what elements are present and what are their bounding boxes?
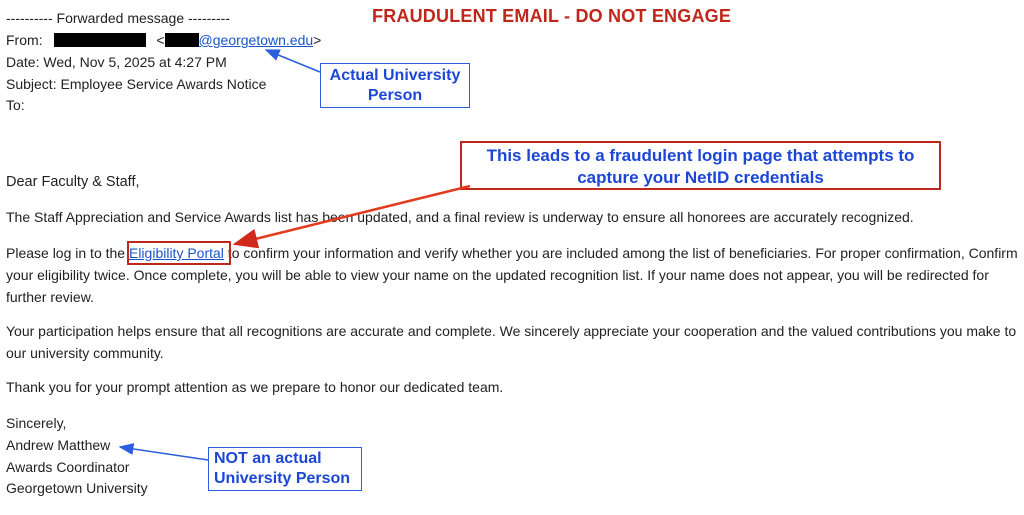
fraud-link-note-line2: capture your NetID credentials (577, 168, 824, 187)
signature-closing: Sincerely, (6, 415, 67, 431)
paragraph-4: Thank you for your prompt attention as we prepare to honor our dedicated team. (6, 379, 504, 395)
arrow-to-portal-link (235, 186, 470, 244)
signature-name: Andrew Matthew (6, 437, 111, 453)
paragraph-1: The Staff Appreciation and Service Awards list has been updated, and a final review is underway to ensure all honorees are accurately recognized. (6, 209, 914, 225)
email-open-bracket: < (156, 32, 165, 48)
date-line: Date: Wed, Nov 5, 2025 at 4:27 PM (6, 54, 227, 70)
fraud-warning-title: FRAUDULENT EMAIL - DO NOT ENGAGE (372, 6, 732, 26)
not-actual-line2: University Person (214, 470, 351, 487)
email-close-bracket: > (313, 32, 322, 48)
greeting: Dear Faculty & Staff, (6, 174, 140, 190)
arrow-to-signature-name (120, 447, 208, 460)
paragraph-2-rest: to confirm your information and verify whether you are included among the list of beneficiaries. For proper confirmation, Confirm your eligibility twice. Once complete, you will be able to view your name on the updated recognition list. If your name does not appear, you will be redirected for further review. (6, 245, 1018, 305)
paragraph-3: Your participation helps ensure that all recognitions are accurate and complete. We sincerely appreciate your cooperation and the valued contributions you make to our university community. (6, 323, 1017, 361)
signature-org: Georgetown University (6, 480, 148, 496)
eligibility-portal-link[interactable]: Eligibility Portal (128, 245, 224, 261)
from-label: From: (6, 32, 43, 48)
fraud-link-note-line1: This leads to a fraudulent login page that attempts to (486, 146, 915, 165)
paragraph-2-intro: Please log in to the (6, 245, 129, 261)
actual-person-text: Actual University Person (329, 67, 461, 104)
sender-email-domain: @georgetown.edu (198, 32, 314, 48)
to-line: To: (6, 97, 25, 113)
subject-line: Subject: Employee Service Awards Notice (6, 76, 267, 92)
forwarded-message-line: ---------- Forwarded message --------- (6, 10, 230, 26)
not-actual-line1: NOT an actual (214, 450, 322, 467)
arrow-to-sender-email (266, 50, 320, 72)
signature-title: Awards Coordinator (6, 459, 130, 475)
